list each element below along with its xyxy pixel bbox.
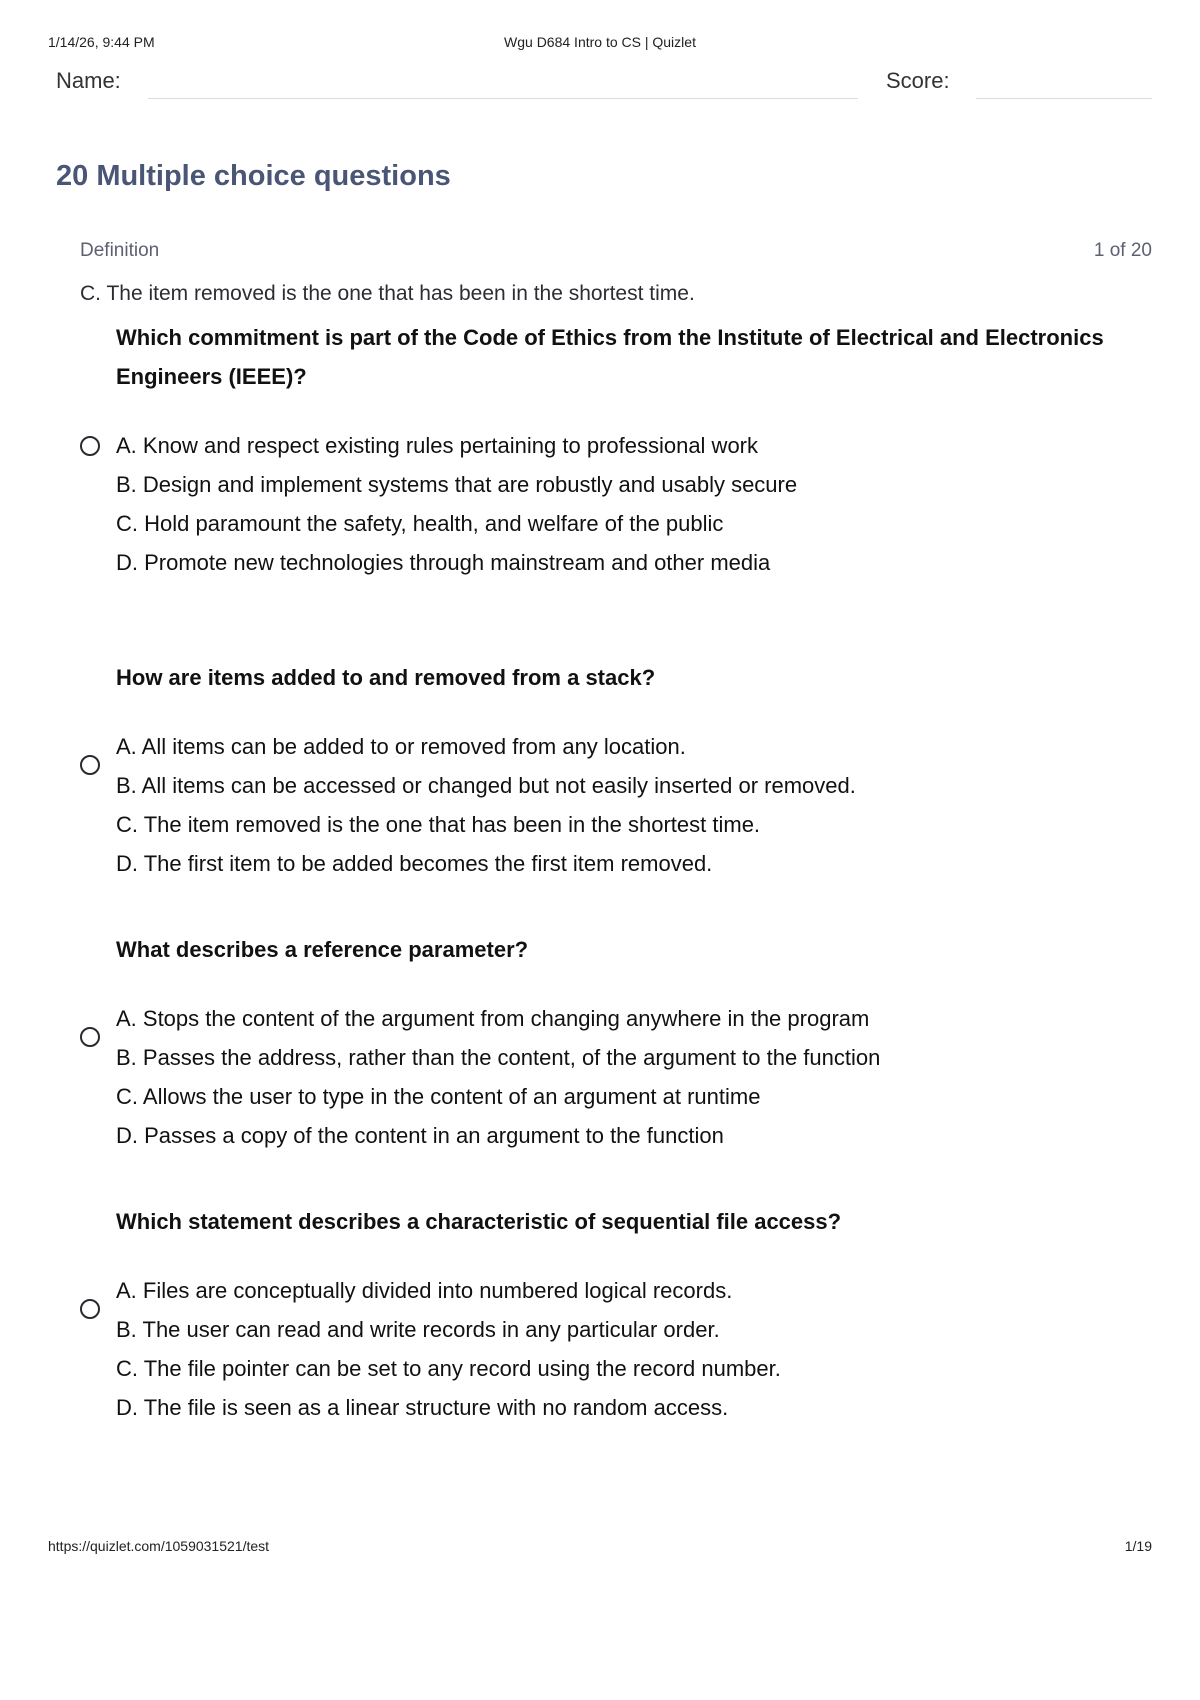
name-field[interactable] <box>148 98 858 99</box>
answer-option-d[interactable]: D. Promote new technologies through mainstream and other media <box>116 550 771 575</box>
answer-option-c[interactable]: C. The file pointer can be set to any record using the record number. <box>116 1356 781 1381</box>
definition-text: C. The item removed is the one that has been in the shortest time. <box>80 282 695 305</box>
score-label: Score: <box>886 68 950 93</box>
question-text: How are items added to and removed from a stack? <box>116 665 656 690</box>
name-score-row <box>56 68 1152 108</box>
question-block <box>56 318 1152 582</box>
answer-radio[interactable] <box>80 755 100 775</box>
section-title: 20 Multiple choice questions <box>56 160 451 192</box>
print-document-title: Wgu D684 Intro to CS | Quizlet <box>504 34 696 50</box>
name-label: Name: <box>56 68 121 93</box>
question-block <box>56 930 1152 1155</box>
question-text: Which statement describes a characteristic of sequential file access? <box>116 1209 842 1234</box>
question-block <box>56 1202 1152 1427</box>
page-number: 1/19 <box>1124 1538 1152 1554</box>
answer-options <box>56 1271 1152 1427</box>
question-counter: 1 of 20 <box>1093 240 1152 261</box>
answer-option-a[interactable]: A. Stops the content of the argument from changing anywhere in the program <box>116 1006 870 1031</box>
answer-radio[interactable] <box>80 1027 100 1047</box>
answer-radio[interactable] <box>80 436 100 456</box>
answer-option-c[interactable]: C. The item removed is the one that has been in the shortest time. <box>116 812 761 837</box>
answer-option-d[interactable]: D. Passes a copy of the content in an argument to the function <box>116 1123 724 1148</box>
answer-option-a[interactable]: A. All items can be added to or removed from any location. <box>116 734 686 759</box>
score-field[interactable] <box>976 98 1152 99</box>
print-date: 1/14/26, 9:44 PM <box>48 34 155 50</box>
question-text: Which commitment is part of the Code of Ethics from the Institute of Electrical and Electronics Engineers (IEEE)? <box>116 325 1104 389</box>
definition-card <box>56 240 1152 306</box>
answer-options <box>56 426 1152 582</box>
card-type-label: Definition <box>80 240 160 261</box>
answer-option-a[interactable]: A. Know and respect existing rules pertaining to professional work <box>116 433 759 458</box>
answer-radio[interactable] <box>80 1299 100 1319</box>
answer-option-b[interactable]: B. All items can be accessed or changed but not easily inserted or removed. <box>116 773 856 798</box>
question-text: What describes a reference parameter? <box>116 937 529 962</box>
answer-option-d[interactable]: D. The file is seen as a linear structure with no random access. <box>116 1395 729 1420</box>
answer-option-d[interactable]: D. The first item to be added becomes the first item removed. <box>116 851 713 876</box>
answer-option-c[interactable]: C. Allows the user to type in the content of an argument at runtime <box>116 1084 761 1109</box>
answer-option-b[interactable]: B. Passes the address, rather than the content, of the argument to the function <box>116 1045 881 1070</box>
print-footer <box>48 1538 1152 1558</box>
answer-options <box>56 727 1152 883</box>
print-url: https://quizlet.com/1059031521/test <box>48 1538 270 1554</box>
answer-option-b[interactable]: B. The user can read and write records in any particular order. <box>116 1317 720 1342</box>
print-header <box>48 34 1152 54</box>
question-block <box>56 658 1152 883</box>
answer-option-b[interactable]: B. Design and implement systems that are robustly and usably secure <box>116 472 798 497</box>
answer-options <box>56 999 1152 1155</box>
answer-option-c[interactable]: C. Hold paramount the safety, health, and welfare of the public <box>116 511 724 536</box>
answer-option-a[interactable]: A. Files are conceptually divided into numbered logical records. <box>116 1278 733 1303</box>
